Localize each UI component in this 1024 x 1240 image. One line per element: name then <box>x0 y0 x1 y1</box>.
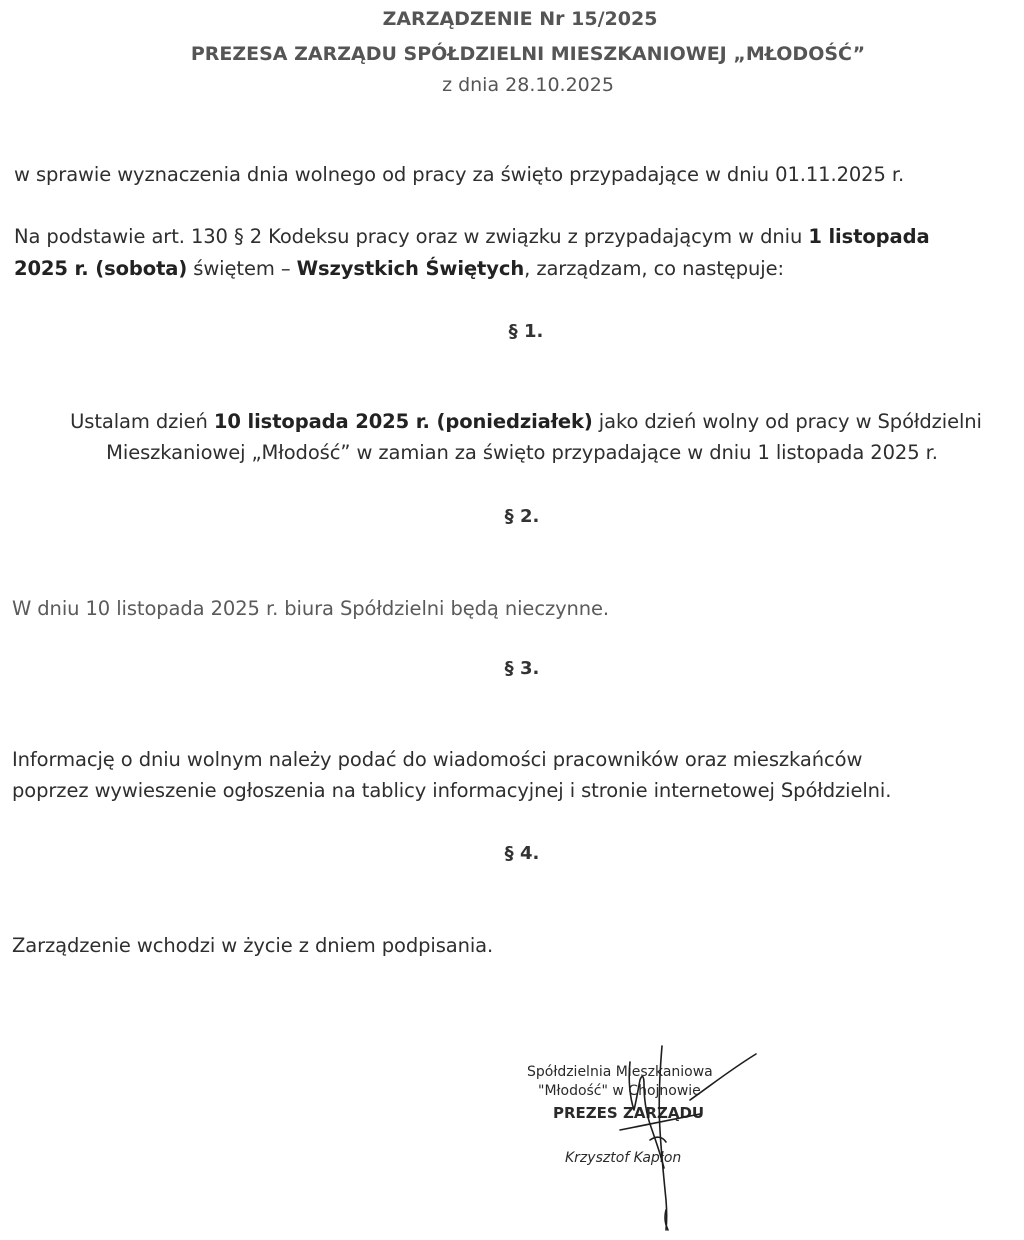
section-2-text: W dniu 10 listopada 2025 r. biura Spółdzielni będą nieczynne. <box>12 597 610 620</box>
section-1-symbol: § 1. <box>508 321 544 342</box>
section-1-line-1: Ustalam dzień 10 listopada 2025 r. (poniedziałek) jako dzień wolny od pracy w Spółdzielni <box>70 410 982 433</box>
section-2-symbol: § 2. <box>504 506 540 527</box>
section-1-line-2: Mieszkaniowej „Młodość” w zamian za święto przypadające w dniu 1 listopada 2025 r. <box>106 441 938 464</box>
stamp-name: Krzysztof Kapłon <box>565 1150 682 1166</box>
subject-line: w sprawie wyznaczenia dnia wolnego od pracy za święto przypadające w dniu 01.11.2025 r. <box>14 163 905 186</box>
preamble-line-1: Na podstawie art. 130 § 2 Kodeksu pracy oraz w związku z przypadającym w dniu 1 listopada <box>14 225 930 248</box>
section-3-line-1: Informację o dniu wolnym należy podać do wiadomości pracowników oraz mieszkańców <box>12 748 863 771</box>
section-4-text: Zarządzenie wchodzi w życie z dniem podpisania. <box>12 934 494 957</box>
handwritten-signature <box>600 1040 770 1240</box>
stamp-line-1: Spółdzielnia Mieszkaniowa <box>527 1064 713 1080</box>
section-3-line-2: poprzez wywieszenie ogłoszenia na tablicy informacyjnej i stronie internetowej Spółdzielni. <box>12 779 892 802</box>
section-4-symbol: § 4. <box>504 843 540 864</box>
document-title: ZARZĄDZENIE Nr 15/2025 <box>382 8 658 30</box>
document-subtitle: PREZESA ZARZĄDU SPÓŁDZIELNI MIESZKANIOWEJ „MŁODOŚĆ” <box>190 43 866 65</box>
preamble-line-2: 2025 r. (sobota) świętem – Wszystkich Świętych, zarządzam, co następuje: <box>14 257 784 280</box>
stamp-line-3: PREZES ZARZĄDU <box>553 1104 705 1122</box>
section-3-symbol: § 3. <box>504 658 540 679</box>
stamp-line-2: "Młodość" w Chojnowie <box>538 1083 701 1099</box>
document-date: z dnia 28.10.2025 <box>442 74 614 96</box>
